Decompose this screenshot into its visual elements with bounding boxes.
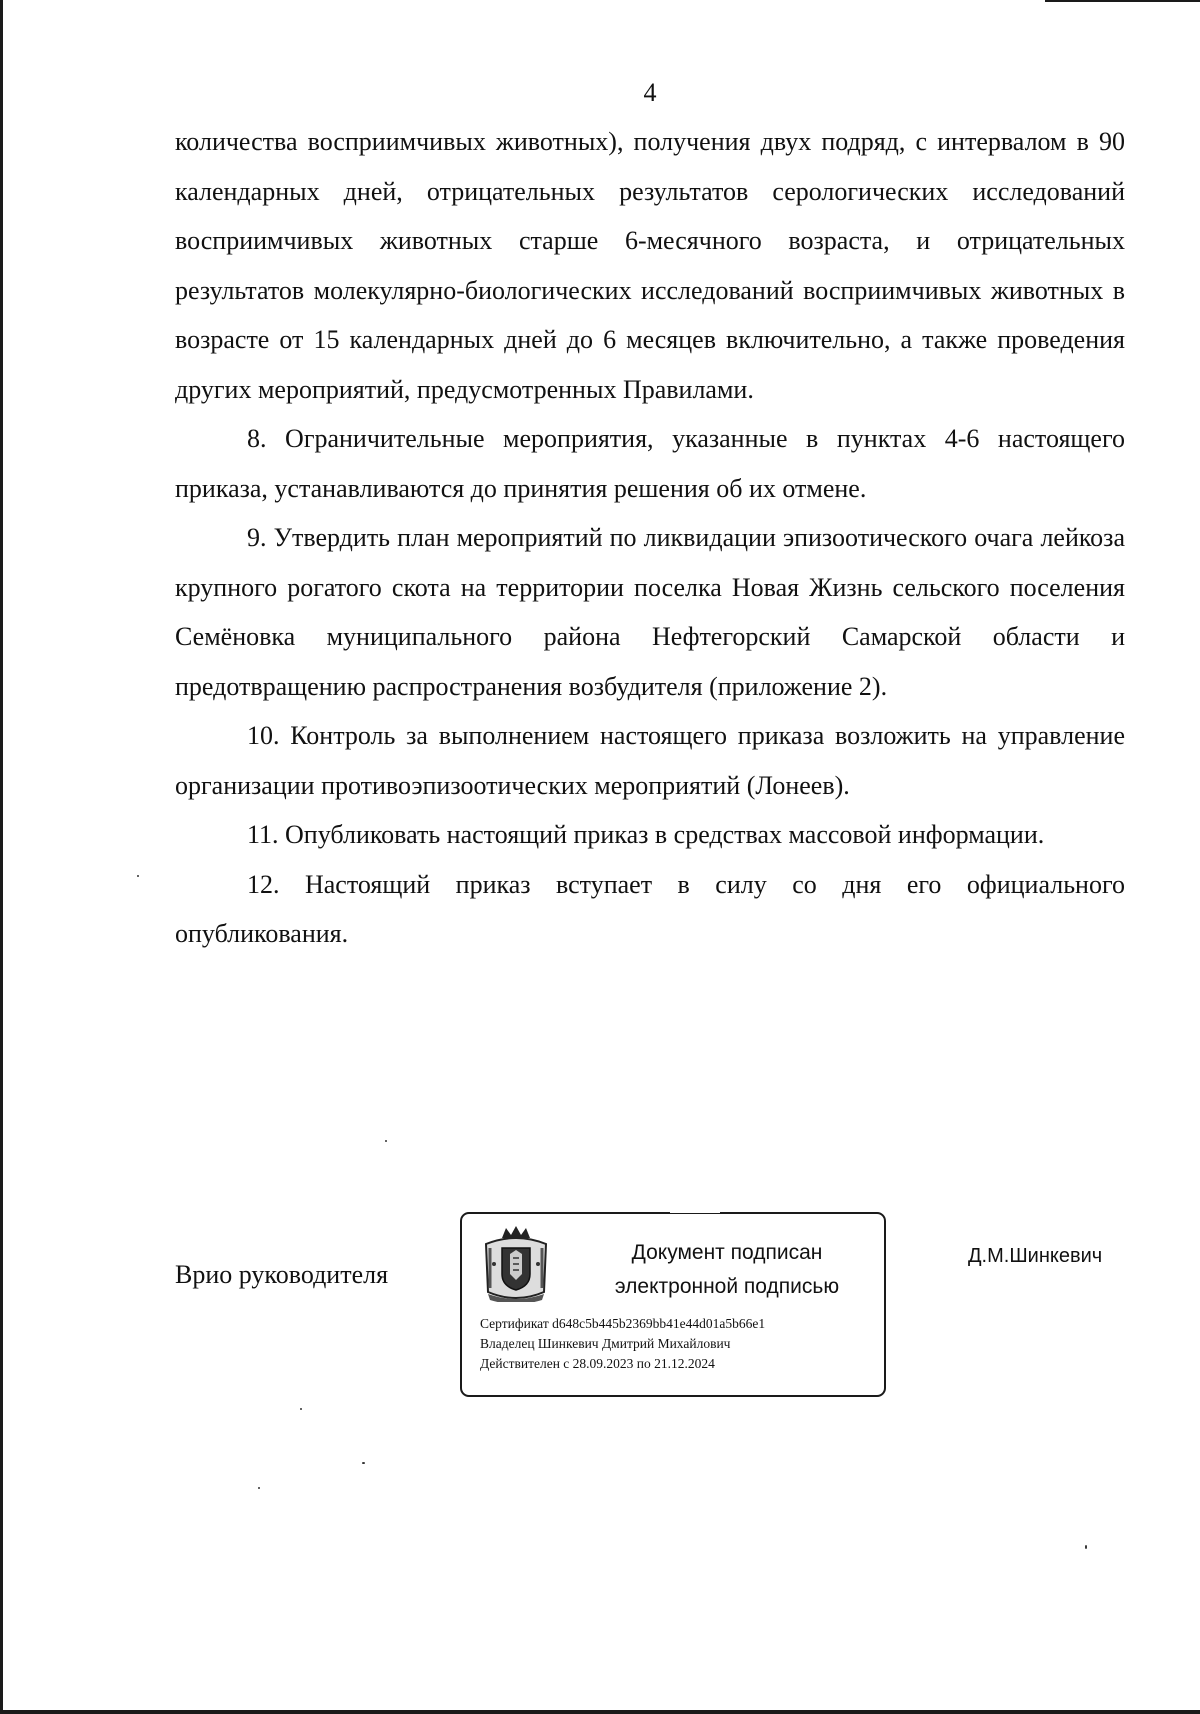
signer-position: Врио руководителя xyxy=(175,1260,389,1289)
paragraph-12: 12. Настоящий приказ вступает в силу со дня его официального опубликования. xyxy=(175,869,1125,948)
stamp-title xyxy=(582,1236,872,1304)
stamp-certificate: Сертификат d648c5b445b2369bb41e44d01a5b66e1 xyxy=(480,1316,766,1331)
stamp-validity: Действителен с 28.09.2023 по 21.12.2024 xyxy=(480,1356,715,1371)
scan-speck xyxy=(300,1408,302,1410)
scan-speck xyxy=(137,875,139,877)
document-body xyxy=(175,117,1125,959)
electronic-signature-stamp xyxy=(460,1212,886,1397)
signature-block xyxy=(0,1205,1200,1405)
scan-speck xyxy=(1085,1545,1087,1549)
stamp-owner: Владелец Шинкевич Дмитрий Михайлович xyxy=(480,1336,731,1351)
coat-of-arms-icon xyxy=(480,1224,552,1302)
paragraph-8: 8. Ограничительные мероприятия, указанные в пунктах 4-6 настоящего приказа, устанавливаются до принятия решения об их отмене. xyxy=(175,424,1125,503)
page-number-text: 4 xyxy=(643,78,657,107)
paragraph-11: 11. Опубликовать настоящий приказ в средствах массовой информации. xyxy=(247,820,1045,849)
scan-edge-top xyxy=(1045,0,1200,2)
stamp-title-line2: электронной подписью xyxy=(614,1275,840,1298)
scan-speck xyxy=(362,1462,365,1464)
signer-name: Д.М.Шинкевич xyxy=(968,1245,1103,1267)
scan-edge-left xyxy=(0,0,3,1714)
scan-speck xyxy=(385,1140,387,1142)
scan-edge-bottom xyxy=(0,1710,1200,1714)
paragraph-10: 10. Контроль за выполнением настоящего приказа возложить на управление организации противоэпизоотических мероприятий (Лонеев). xyxy=(175,721,1125,800)
scan-speck xyxy=(258,1487,260,1489)
paragraph-9: 9. Утвердить план мероприятий по ликвидации эпизоотического очага лейкоза крупного рогатого скота на территории поселка Новая Жизнь сельского поселения Семёновка муниципального района Нефтегорский Самарской области и предотвращению распространения возбудителя (приложение 2). xyxy=(175,523,1125,701)
stamp-details xyxy=(480,1314,880,1374)
paragraph-7-continuation: количества восприимчивых животных), получения двух подряд, с интервалом в 90 календарных дней, отрицательных результатов серологических исследований восприимчивых животных старше 6-месячного возраста, и отрицательных результатов молекулярно-биологических исследований восприимчивых животных в возрасте от 15 календарных дней до 6 месяцев включительно, а также проведения других мероприятий, предусмотренных Правилами. xyxy=(175,127,1125,404)
stamp-title-line1: Документ подписан xyxy=(631,1241,823,1264)
